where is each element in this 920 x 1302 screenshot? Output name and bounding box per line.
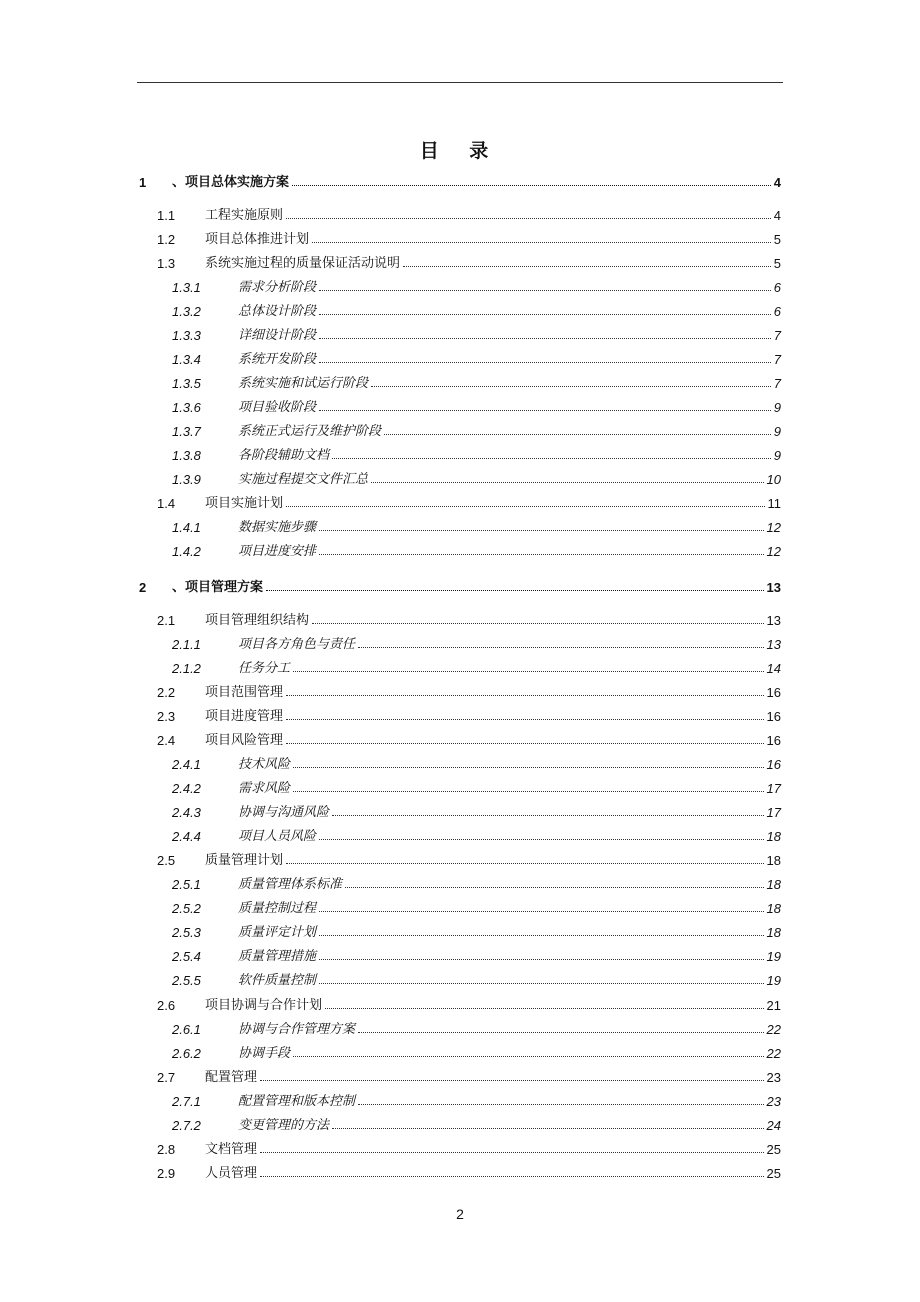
toc-entry[interactable] [0,541,920,561]
toc-entry-number: 1.1 [157,208,176,223]
toc-entry[interactable] [0,325,920,345]
toc-entry-page: 19 [766,949,781,964]
toc-dot-leader [332,458,771,459]
toc-entry-number: 2.1 [157,613,176,628]
toc-entry-page: 6 [773,304,781,319]
toc-entry-number: 2.4.1 [172,757,201,772]
toc-entry-page: 25 [766,1142,781,1157]
toc-entry-line [205,204,781,223]
toc-entry-label: 任务分工 [238,661,291,676]
toc-entry-page: 13 [766,580,781,595]
toc-entry-page: 18 [766,901,781,916]
toc-entry[interactable] [0,1115,920,1135]
toc-dot-leader [319,959,764,960]
toc-entry[interactable] [0,658,920,678]
toc-entry-line [238,1114,781,1133]
toc-entry-label: 需求分析阶段 [238,280,317,295]
toc-entry-number: 1.3.2 [172,304,201,319]
toc-entry[interactable] [0,397,920,417]
toc-entry[interactable] [0,493,920,513]
toc-entry-label: 项目各方角色与责任 [238,637,356,652]
toc-entry[interactable] [0,898,920,918]
toc-entry-page: 14 [766,661,781,676]
toc-entry-label: 各阶段辅助文档 [238,448,330,463]
toc-entry-label: 数据实施步骤 [238,520,317,535]
toc-entry[interactable] [0,373,920,393]
toc-dot-leader [260,1152,764,1153]
toc-entry-number: 1.2 [157,232,176,247]
toc-entry-line [205,1138,781,1157]
toc-entry-page: 16 [766,757,781,772]
toc-entry-line [238,801,781,820]
toc-entry-number: 2.5.3 [172,925,201,940]
toc-entry-label: 质量管理措施 [238,949,317,964]
toc-entry-label: 质量评定计划 [238,925,317,940]
toc-entry[interactable] [0,253,920,273]
toc-entry-number: 1.3.9 [172,472,201,487]
toc-entry-number: 2.1.1 [172,637,201,652]
toc-entry[interactable] [0,277,920,297]
toc-entry-page: 13 [766,613,781,628]
toc-entry[interactable] [0,229,920,249]
toc-entry[interactable] [0,205,920,225]
toc-entry-line [238,1018,781,1037]
toc-entry-page: 22 [766,1022,781,1037]
toc-dot-leader [286,743,764,744]
toc-entry-label: 软件质量控制 [238,973,317,988]
toc-dot-leader [319,983,764,984]
toc-entry-page: 17 [766,781,781,796]
toc-entry[interactable] [0,1067,920,1087]
toc-entry-label: 项目总体推进计划 [205,232,310,247]
toc-entry-number: 1.3 [157,256,176,271]
toc-entry-number: 1.3.1 [172,280,201,295]
toc-entry-number: 1.3.3 [172,328,201,343]
toc-entry-label: 、项目管理方案 [172,580,264,595]
toc-entry-number: 2.4.3 [172,805,201,820]
header-rule [137,82,783,83]
toc-entry-page: 25 [766,1166,781,1181]
toc-dot-leader [319,290,771,291]
toc-entry-number: 2.1.2 [172,661,201,676]
toc-entry-line [172,576,781,595]
toc-entry-number: 2.9 [157,1166,176,1181]
toc-entry-number: 2.7.2 [172,1118,201,1133]
toc-entry-line [238,516,781,535]
toc-entry-page: 18 [766,925,781,940]
toc-dot-leader [319,338,771,339]
toc-entry-page: 6 [773,280,781,295]
toc-entry-page: 19 [766,973,781,988]
toc-entry-label: 系统实施和试运行阶段 [238,376,369,391]
toc-entry-label: 、项目总体实施方案 [172,175,290,190]
toc-entry-label: 质量管理体系标准 [238,877,343,892]
toc-dot-leader [286,506,764,507]
toc-dot-leader [319,554,764,555]
toc-dot-leader [319,314,771,315]
toc-entry-line [238,324,781,343]
toc-entry[interactable] [0,970,920,990]
toc-entry-number: 2.2 [157,685,176,700]
toc-entry-line [205,1162,781,1181]
toc-entry-page: 4 [773,175,781,190]
toc-entry-line [238,444,781,463]
toc-entry-line [205,994,781,1013]
toc-entry-page: 18 [766,877,781,892]
toc-entry-number: 1.4.1 [172,520,201,535]
toc-entry-number: 2.4.2 [172,781,201,796]
toc-entry-label: 质量管理计划 [205,853,284,868]
toc-dot-leader [293,767,764,768]
toc-dot-leader [332,1128,764,1129]
toc-entry[interactable] [0,946,920,966]
toc-entry[interactable] [0,922,920,942]
toc-entry-label: 详细设计阶段 [238,328,317,343]
toc-entry[interactable] [0,469,920,489]
toc-entry-page: 11 [767,496,781,511]
toc-dot-leader [325,1008,764,1009]
toc-entry-page: 9 [773,448,781,463]
toc-entry-label: 人员管理 [205,1166,258,1181]
toc-entry-label: 项目风险管理 [205,733,284,748]
page-number: 2 [456,1206,464,1222]
toc-entry-label: 协调手段 [238,1046,291,1061]
toc-entry-line [238,969,781,988]
toc-dot-leader [266,590,764,591]
toc-dot-leader [260,1176,764,1177]
toc-entry-line [238,540,781,559]
toc-entry-page: 10 [766,472,781,487]
toc-entry-number: 2.7 [157,1070,176,1085]
toc-entry-line [205,228,781,247]
toc-entry[interactable] [0,577,920,597]
toc-entry-line [205,729,781,748]
toc-entry[interactable] [0,826,920,846]
toc-entry-number: 1.3.6 [172,400,201,415]
toc-entry-number: 1.3.8 [172,448,201,463]
toc-entry-line [238,1042,781,1061]
toc-entry[interactable] [0,1139,920,1159]
toc-entry-number: 1.4 [157,496,176,511]
toc-entry-number: 1.3.7 [172,424,201,439]
toc-entry-line [238,633,781,652]
toc-entry-page: 16 [766,709,781,724]
toc-dot-leader [293,671,764,672]
toc-dot-leader [312,623,764,624]
toc-entry-line [238,657,781,676]
toc-entry-label: 系统开发阶段 [238,352,317,367]
toc-entry-label: 项目进度安排 [238,544,317,559]
toc-entry-page: 16 [766,685,781,700]
toc-entry-label: 文档管理 [205,1142,258,1157]
toc-entry[interactable] [0,172,920,192]
toc-entry-page: 12 [766,544,781,559]
toc-entry-line [238,468,781,487]
toc-dot-leader [312,242,771,243]
toc-entry[interactable] [0,706,920,726]
toc-entry[interactable] [0,682,920,702]
toc-entry-line [205,705,781,724]
toc-entry[interactable] [0,634,920,654]
toc-entry-page: 23 [766,1094,781,1109]
toc-entry[interactable] [0,610,920,630]
toc-entry[interactable] [0,421,920,441]
toc-dot-leader [319,410,771,411]
toc-entry-page: 12 [766,520,781,535]
toc-entry-page: 17 [766,805,781,820]
toc-entry-label: 系统正式运行及维护阶段 [238,424,382,439]
toc-entry-label: 实施过程提交文件汇总 [238,472,369,487]
toc-dot-leader [319,839,764,840]
toc-entry-page: 9 [773,400,781,415]
toc-entry-page: 22 [766,1046,781,1061]
toc-entry-label: 配置管理和版本控制 [238,1094,356,1109]
toc-dot-leader [286,218,771,219]
toc-entry-number: 2.4.4 [172,829,201,844]
toc-entry-line [238,1090,781,1109]
toc-dot-leader [384,434,771,435]
toc-entry-line [238,825,781,844]
toc-dot-leader [319,911,764,912]
toc-entry[interactable] [0,1019,920,1039]
toc-entry-page: 7 [773,376,781,391]
toc-entry-label: 系统实施过程的质量保证活动说明 [205,256,401,271]
toc-entry-line [205,849,781,868]
toc-entry-line [238,777,781,796]
toc-dot-leader [403,266,771,267]
toc-entry-number: 2.5.4 [172,949,201,964]
toc-entry-page: 18 [766,829,781,844]
toc-dot-leader [358,647,764,648]
toc-entry-page: 21 [766,998,781,1013]
toc-entry-page: 4 [773,208,781,223]
toc-entry-line [238,396,781,415]
toc-entry-line [205,492,781,511]
toc-entry-number: 1.4.2 [172,544,201,559]
toc-entry-number: 2.3 [157,709,176,724]
toc-entry-number: 2.5.1 [172,877,201,892]
toc-entry-number: 2.8 [157,1142,176,1157]
toc-title: 目 录 [419,140,501,162]
toc-entry-label: 项目进度管理 [205,709,284,724]
toc-entry[interactable] [0,1043,920,1063]
toc-entry[interactable] [0,301,920,321]
toc-entry-label: 质量控制过程 [238,901,317,916]
toc-entry-line [238,420,781,439]
toc-entry-label: 协调与合作管理方案 [238,1022,356,1037]
toc-entry[interactable] [0,349,920,369]
toc-entry-line [205,252,781,271]
toc-entry-label: 变更管理的方法 [238,1118,330,1133]
toc-dot-leader [332,815,764,816]
toc-entry-line [238,300,781,319]
toc-entry-line [238,873,781,892]
toc-entry-line [205,1066,781,1085]
toc-dot-leader [371,386,771,387]
toc-entry-label: 项目验收阶段 [238,400,317,415]
toc-dot-leader [371,482,764,483]
toc-entry-label: 项目范围管理 [205,685,284,700]
toc-entry[interactable] [0,730,920,750]
toc-entry-label: 配置管理 [205,1070,258,1085]
toc-entry-page: 7 [773,328,781,343]
toc-dot-leader [345,887,764,888]
toc-dot-leader [286,863,764,864]
toc-entry-number: 2.6.2 [172,1046,201,1061]
toc-dot-leader [358,1104,764,1105]
toc-entry-page: 16 [766,733,781,748]
toc-entry-line [172,171,781,190]
toc-entry-number: 2 [139,580,147,595]
toc-entry-page: 13 [766,637,781,652]
toc-entry-label: 项目协调与合作计划 [205,998,323,1013]
toc-entry-page: 7 [773,352,781,367]
toc-entry-number: 2.6.1 [172,1022,201,1037]
toc-entry-number: 2.5.2 [172,901,201,916]
toc-entry-line [238,372,781,391]
toc-entry[interactable] [0,802,920,822]
toc-entry-page: 5 [773,256,781,271]
toc-entry[interactable] [0,754,920,774]
toc-entry-label: 项目实施计划 [205,496,284,511]
toc-entry-page: 5 [773,232,781,247]
toc-entry-number: 1.3.5 [172,376,201,391]
toc-dot-leader [293,1056,764,1057]
toc-entry-page: 23 [766,1070,781,1085]
toc-dot-leader [358,1032,764,1033]
toc-dot-leader [293,791,764,792]
toc-entry-page: 18 [766,853,781,868]
toc-entry-page: 24 [766,1118,781,1133]
toc-entry[interactable] [0,850,920,870]
toc-entry[interactable] [0,778,920,798]
toc-entry[interactable] [0,1163,920,1183]
toc-entry-number: 2.4 [157,733,176,748]
toc-entry-line [205,609,781,628]
toc-entry[interactable] [0,874,920,894]
toc-dot-leader [319,530,764,531]
toc-dot-leader [319,362,771,363]
toc-entry-label: 需求风险 [238,781,291,796]
toc-entry[interactable] [0,1091,920,1111]
toc-entry-page: 9 [773,424,781,439]
toc-dot-leader [292,185,771,186]
toc-entry-label: 总体设计阶段 [238,304,317,319]
toc-entry-number: 2.7.1 [172,1094,201,1109]
toc-dot-leader [319,935,764,936]
toc-entry-line [238,276,781,295]
toc-entry-line [238,348,781,367]
toc-entry[interactable] [0,517,920,537]
toc-dot-leader [260,1080,764,1081]
toc-entry-number: 2.5 [157,853,176,868]
toc-dot-leader [286,719,764,720]
toc-entry-line [238,921,781,940]
toc-entry-label: 技术风险 [238,757,291,772]
toc-entry-number: 2.6 [157,998,176,1013]
toc-entry-number: 1.3.4 [172,352,201,367]
toc-entry-line [238,753,781,772]
toc-entry[interactable] [0,445,920,465]
toc-entry[interactable] [0,995,920,1015]
toc-entry-line [205,681,781,700]
toc-entry-line [238,897,781,916]
toc-dot-leader [286,695,764,696]
toc-entry-label: 项目管理组织结构 [205,613,310,628]
toc-entry-label: 协调与沟通风险 [238,805,330,820]
toc-entry-number: 2.5.5 [172,973,201,988]
toc-entry-label: 工程实施原则 [205,208,284,223]
toc-entry-line [238,945,781,964]
toc-entry-label: 项目人员风险 [238,829,317,844]
toc-entry-number: 1 [139,175,147,190]
